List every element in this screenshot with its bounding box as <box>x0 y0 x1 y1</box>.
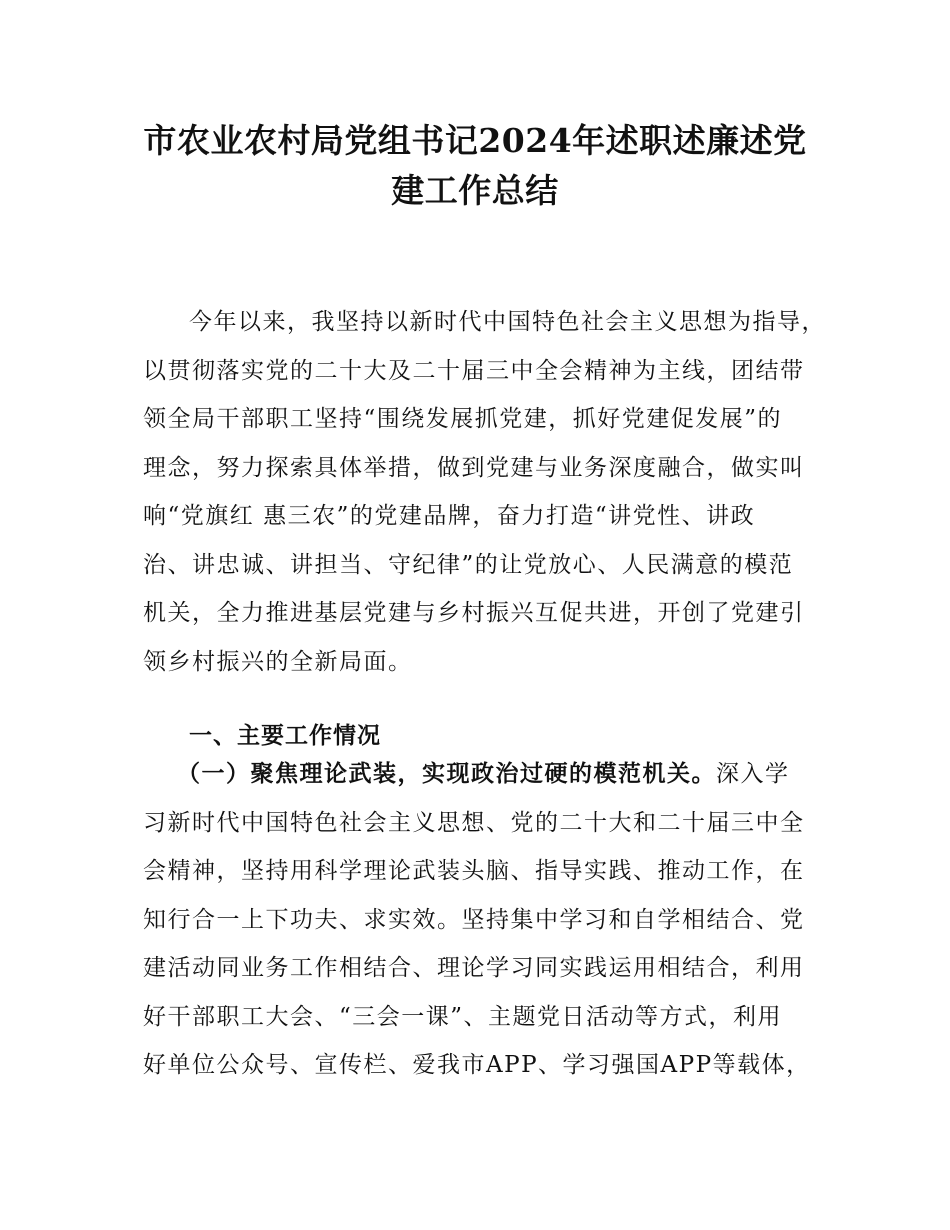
paragraph-line: 领全局干部职工坚持“围绕发展抓党建，抓好党建促发展”的 <box>143 406 783 432</box>
paragraph-line: 机关，全力推进基层党建与乡村振兴互促共进，开创了党建引 <box>143 600 805 626</box>
paragraph-line-rest: 深入学 <box>716 761 790 787</box>
subsection-heading: （一）聚焦理论武装，实现政治过硬的模范机关。 <box>177 761 716 787</box>
paragraph-line: 以贯彻落实党的二十大及二十届三中全会精神为主线，团结带 <box>143 357 805 384</box>
paragraph-line: 理念，努力探索具体举措，做到党建与业务深度融合，做实叫 <box>143 454 805 481</box>
section-heading: 一、主要工作情况 <box>189 723 381 749</box>
subsection-paragraph <box>143 750 823 1090</box>
paragraph-line: 治、讲忠诚、讲担当、守纪律”的让党放心、人民满意的模范 <box>143 551 794 578</box>
paragraph-line: 建活动同业务工作相结合、理论学习同实践运用相结合，利用 <box>143 955 805 981</box>
paragraph-line: 响“党旗红 惠三农”的党建品牌，奋力打造“讲党性、讲政 <box>143 503 756 529</box>
paragraph-line: 习新时代中国特色社会主义思想、党的二十大和二十届三中全 <box>143 809 805 836</box>
intro-paragraph <box>143 298 826 686</box>
title-line-2: 建工作总结 <box>391 171 559 210</box>
paragraph-first-line <box>143 750 823 799</box>
paragraph-line: 会精神，坚持用科学理论武装头脑、指导实践、推动工作，在 <box>143 858 805 884</box>
paragraph-line: 好单位公众号、宣传栏、爱我市APP、学习强国APP等载体， <box>143 1052 811 1078</box>
document-title <box>100 116 850 216</box>
paragraph-line: 今年以来，我坚持以新时代中国特色社会主义思想为指导， <box>189 309 826 335</box>
paragraph-line: 领乡村振兴的全新局面。 <box>143 648 413 675</box>
title-line-1: 市农业农村局党组书记2024年述职述廉述党 <box>143 121 807 160</box>
paragraph-line: 好干部职工大会、“三会一课”、主题党日活动等方式，利用 <box>143 1003 783 1030</box>
paragraph-line: 知行合一上下功夫、求实效。坚持集中学习和自学相结合、党 <box>143 906 805 933</box>
